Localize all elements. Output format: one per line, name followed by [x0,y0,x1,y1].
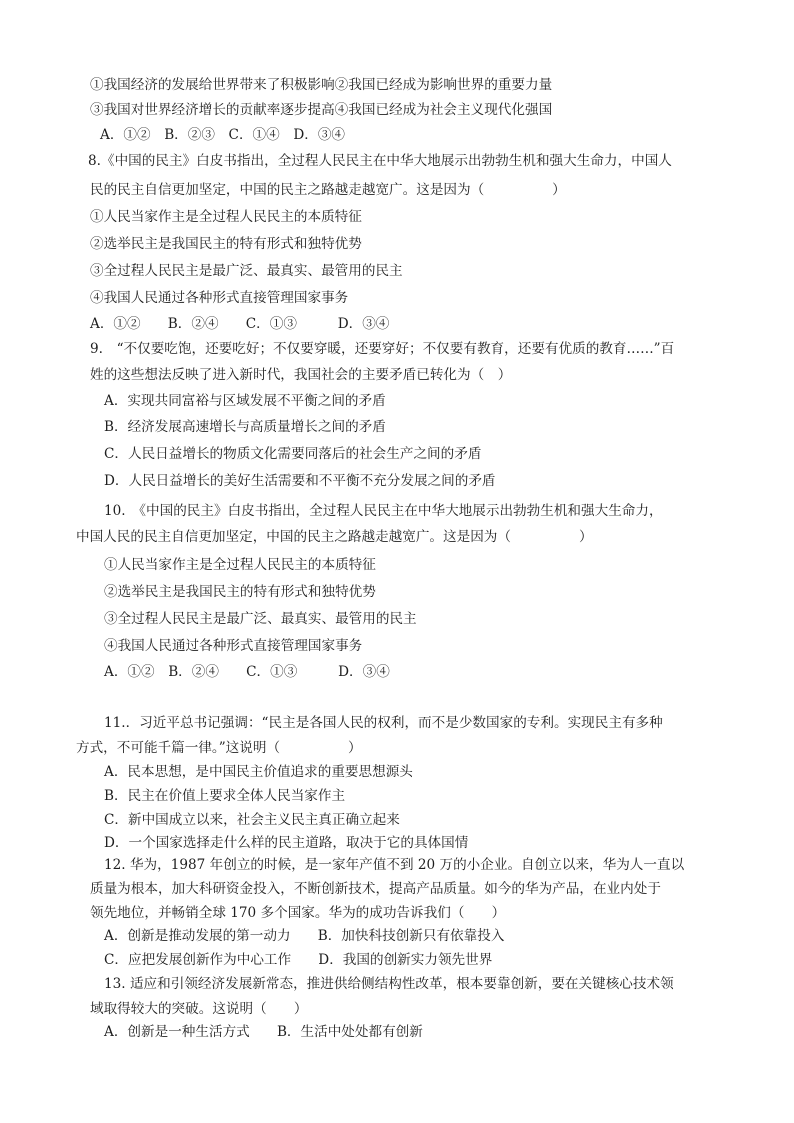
q12-stem-line-1: 12. 华为，1987 年创立的时候，是一家年产值不到 20 万的小企业。自创立以来，华为人一直以 [104,857,685,873]
q13-options-row-1: A．创新是一种生活方式 B．生活中处处都有创新 [104,1024,423,1040]
q9-option-a: A．实现共同富裕与区域发展不平衡之间的矛盾 [104,393,386,409]
q10-option-4: ④我国人民通过各种形式直接管理国家事务 [104,638,363,654]
q8-answer-choices: A．①② B．②④ C．①③ D．③④ [90,316,390,332]
q12-options-row-1: A．创新是推动发展的第一动力 B．加快科技创新只有依靠投入 [104,928,505,944]
q7-option-line-1: ①我国经济的发展给世界带来了积极影响②我国已经成为影响世界的重要力量 [90,77,553,93]
q7-option-line-2: ③我国对世界经济增长的贡献率逐步提高④我国已经成为社会主义现代化强国 [90,102,553,118]
q11-option-c: C．新中国成立以来，社会主义民主真正确立起来 [104,812,400,828]
q10-answer-choices: A．①② B．②④ C．①③ D．③④ [104,664,390,680]
q8-stem-line-1: 8.《中国的民主》白皮书指出，全过程人民民主在中华大地展示出勃勃生机和强大生命力，中国人 [88,153,672,169]
q11-option-b: B．民主在价值上要求全体人民当家作主 [104,788,346,804]
q12-options-row-2: C．应把发展创新作为中心工作 D．我国的创新实力领先世界 [104,952,493,968]
q9-option-d: D．人民日益增长的美好生活需要和不平衡不充分发展之间的矛盾 [104,473,496,489]
q10-stem-line-1: 10. 《中国的民主》白皮书指出，全过程人民民主在中华大地展示出勃勃生机和强大生命力， [104,503,663,519]
q11-stem-line-1: 11.．习近平总书记强调：“民主是各国人民的权利，而不是少数国家的专利。实现民主有多种 [104,715,663,731]
q13-stem-line-2: 域取得较大的突破。这说明（ ） [90,1001,308,1017]
q8-option-2: ②选举民主是我国民主的特有形式和独特优势 [90,236,362,252]
q12-stem-line-2: 质量为根本，加大科研资金投入，不断创新技术，提高产品质量。如今的华为产品，在业内处于 [90,881,661,897]
q12-stem-line-3: 领先地位，并畅销全球 170 多个国家。华为的成功告诉我们（ ） [90,905,506,921]
q10-option-2: ②选举民主是我国民主的特有形式和独特优势 [104,584,376,600]
q13-stem-line-1: 13. 适应和引领经济发展新常态，推进供给侧结构性改革，根本要靠创新，要在关键核心技术领 [104,976,674,992]
q10-stem-line-2: 中国人民的民主自信更加坚定，中国的民主之路越走越宽广。这是因为（ ） [76,529,593,545]
q8-option-1: ①人民当家作主是全过程人民民主的本质特征 [90,209,362,225]
q7-answer-choices: A．①② B．②③ C．①④ D．③④ [100,127,346,143]
q8-stem-line-2: 民的民主自信更加坚定，中国的民主之路越走越宽广。这是因为（ ） [90,182,566,198]
q10-option-1: ①人民当家作主是全过程人民民主的本质特征 [104,557,376,573]
q9-stem-line-1: 9. “不仅要吃饱，还要吃好；不仅要穿暖，还要穿好；不仅要有教育，还要有优质的教育……”百 [90,341,675,357]
q9-option-b: B．经济发展高速增长与高质量增长之间的矛盾 [104,419,386,435]
q10-option-3: ③全过程人民民主是最广泛、最真实、最管用的民主 [104,611,417,627]
q8-option-3: ③全过程人民民主是最广泛、最真实、最管用的民主 [90,263,403,279]
q11-stem-line-2: 方式，不可能千篇一律。”这说明（ ） [76,740,362,756]
q8-option-4: ④我国人民通过各种形式直接管理国家事务 [90,290,349,306]
q11-option-a: A．民本思想，是中国民主价值追求的重要思想源头 [104,764,413,780]
q9-option-c: C．人民日益增长的物质文化需要同落后的社会生产之间的矛盾 [104,446,482,462]
q9-stem-line-2: 姓的这些想法反映了进入新时代，我国社会的主要矛盾已转化为（ ） [90,367,512,383]
q11-option-d: D．一个国家选择走什么样的民主道路，取决于它的具体国情 [104,835,469,851]
